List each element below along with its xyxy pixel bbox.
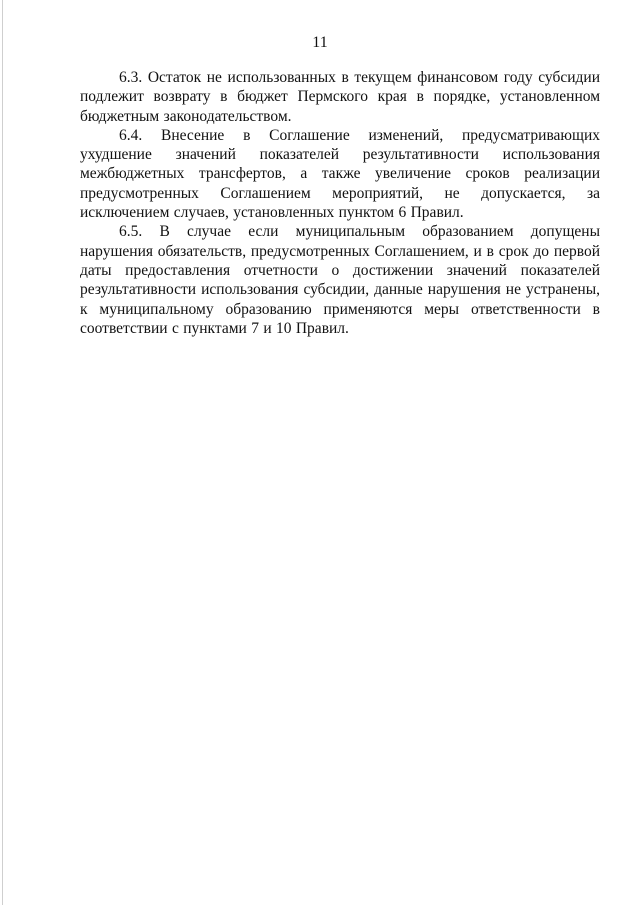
- document-body: [80, 68, 600, 338]
- scan-edge-line: [2, 0, 3, 905]
- paragraph-6-3: 6.3. Остаток не использованных в текущем финансовом году субсидии подлежит возврату в бюджет Пермского края в порядке, установленном бюджетным законодательством.: [80, 69, 600, 125]
- paragraph-6-4: 6.4. Внесение в Соглашение изменений, предусматривающих ухудшение значений показателей результативности использования межбюджетных трансфертов, а также увеличение сроков реализации предусмотренных Соглашением мероприятий, не допускается, за исключением случаев, установленных пунктом 6 Правил.: [80, 126, 600, 222]
- paragraph-6-5: 6.5. В случае если муниципальным образованием допущены нарушения обязательств, предусмотренных Соглашением, и в срок до первой даты предоставления отчетности о достижении значений показателей результативности использования субсидии, данные нарушения не устранены, к муниципальному образованию применяются меры ответственности в соответствии с пунктами 7 и 10 Правил.: [80, 223, 600, 337]
- page-number: 11: [312, 34, 328, 51]
